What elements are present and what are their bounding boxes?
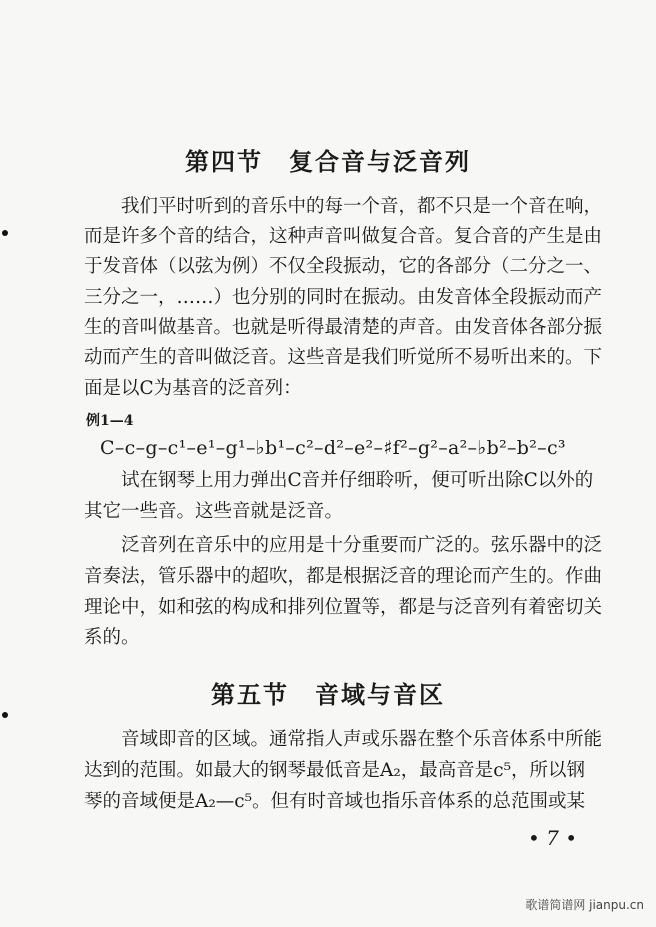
text-line: 泛音列在音乐中的应用是十分重要而广泛的。弦乐器中的泛 (121, 535, 603, 556)
scan-mark (2, 712, 8, 718)
text-line: 三分之一，……）也分别的同时在振动。由发音体全段振动而产 (84, 287, 603, 308)
example-label: 例1—4 (86, 413, 134, 429)
text-line: 面是以C为基音的泛音列： (84, 378, 302, 399)
text-line: 音域即音的区域。通常指人声或乐器在整个乐音体系中所能 (121, 729, 603, 750)
text-line: 理论中，如和弦的构成和排列位置等，都是与泛音列有着密切关 (84, 597, 603, 618)
text-line: 而是许多个音的结合，这种声音叫做复合音。复合音的产生是由 (84, 226, 603, 247)
text-line: 其它一些音。这些音就是泛音。 (84, 501, 344, 522)
page-number: • 7 • (528, 826, 578, 850)
text-line: 达到的范围。如最大的钢琴最低音是A₂，最高音是c⁵，所以钢 (84, 760, 586, 781)
watermark: 歌谱简谱网 jianpu.cn (525, 898, 644, 912)
text-line: 于发音体（以弦为例）不仅全段振动，它的各部分（二分之一、 (84, 256, 603, 277)
text-line: 我们平时听到的音乐中的每一个音，都不只是一个音在响， (121, 196, 603, 217)
overtone-series: C–c–g–c¹–e¹–g¹–♭b¹–c²–d²–e²–♯f²–g²–a²–♭b²–b²–c³ (100, 437, 566, 459)
text-line: 系的。 (84, 627, 140, 648)
section-4-title: 第四节 复合音与泛音列 (185, 147, 471, 176)
text-line: 生的音叫做基音。也就是听得最清楚的声音。由发音体各部分振 (84, 317, 603, 338)
text-line: 音奏法，管乐器中的超吹，都是根据泛音的理论而产生的。作曲 (84, 566, 603, 587)
scan-mark (2, 230, 8, 236)
section-5-title: 第五节 音域与音区 (211, 680, 445, 709)
text-line: 琴的音域便是A₂—c⁵。但有时音域也指乐音体系的总范围或某 (84, 791, 586, 812)
text-line: 动而产生的音叫做泛音。这些音是我们听觉所不易听出来的。下 (84, 347, 603, 368)
text-line: 试在钢琴上用力弹出C音并仔细聆听，便可听出除C以外的 (121, 470, 594, 491)
